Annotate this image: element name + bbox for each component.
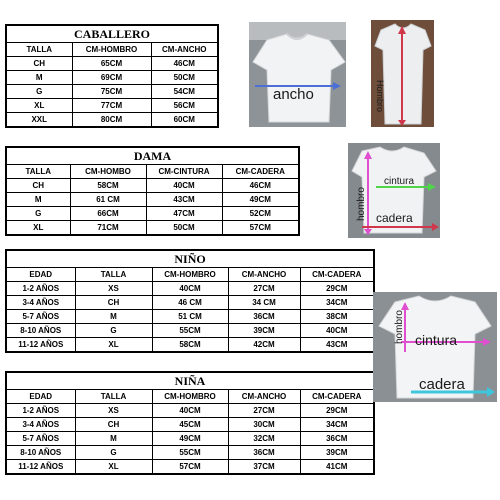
column-header: CM-CINTURA — [146, 165, 222, 179]
table-cell: 37CM — [228, 460, 300, 475]
table-cell: 8-10 AÑOS — [6, 324, 75, 338]
table-cell: 34 CM — [228, 296, 300, 310]
table-cell: 71CM — [70, 221, 146, 236]
table-cell: 34CM — [300, 296, 374, 310]
table-cell: M — [6, 193, 70, 207]
table-cell: G — [6, 85, 72, 99]
table-row — [6, 71, 218, 85]
kids-shirt-photo — [373, 292, 497, 402]
caballero-side-shirt-photo — [371, 20, 434, 127]
table-cell: 32CM — [228, 432, 300, 446]
table-cell: 50CM — [146, 221, 222, 236]
table-row — [6, 221, 299, 236]
dama-shirt-photo — [348, 143, 440, 238]
table-cell: 5-7 AÑOS — [6, 432, 75, 446]
table-cell: 49CM — [152, 432, 228, 446]
table-cell: G — [6, 207, 70, 221]
dama-size-table — [5, 146, 300, 236]
table-cell: 39CM — [228, 324, 300, 338]
table-cell: G — [75, 446, 152, 460]
table-row — [6, 99, 218, 113]
table-cell: 3-4 AÑOS — [6, 418, 75, 432]
table-cell: 46CM — [151, 57, 218, 71]
table-cell: 58CM — [152, 338, 228, 353]
table-row — [6, 207, 299, 221]
table-cell: 29CM — [300, 404, 374, 418]
table-cell: 8-10 AÑOS — [6, 446, 75, 460]
table-row — [6, 460, 374, 475]
table-cell: 55CM — [152, 324, 228, 338]
table-cell: 29CM — [300, 282, 374, 296]
caballero-size-table — [5, 24, 219, 128]
table-cell: 1-2 AÑOS — [6, 404, 75, 418]
hombro-label: Hombro — [375, 80, 385, 113]
table-cell: 56CM — [151, 99, 218, 113]
table-cell: 40CM — [300, 324, 374, 338]
table-cell: 1-2 AÑOS — [6, 282, 75, 296]
table-cell: 3-4 AÑOS — [6, 296, 75, 310]
table-cell: 66CM — [70, 207, 146, 221]
table-cell: G — [75, 324, 152, 338]
column-header: CM-ANCHO — [228, 390, 300, 404]
table-cell: 80CM — [72, 113, 151, 128]
kids-cintura-label: cintura — [415, 332, 458, 348]
column-header: CM-HOMBRO — [152, 390, 228, 404]
column-header: CM-CADERA — [300, 268, 374, 282]
table-row — [6, 404, 374, 418]
kids-hombro-label: hombro — [394, 310, 405, 344]
table-cell: CH — [75, 296, 152, 310]
table-row — [6, 193, 299, 207]
table-cell: 11-12 AÑOS — [6, 338, 75, 353]
table-cell: CH — [6, 57, 72, 71]
column-header: CM-HOMBRO — [152, 268, 228, 282]
nino-size-table — [5, 249, 375, 353]
table-cell: 30CM — [228, 418, 300, 432]
table-cell: 49CM — [222, 193, 299, 207]
table-cell: 60CM — [151, 113, 218, 128]
table-cell: 40CM — [146, 179, 222, 193]
table-header-row — [6, 165, 299, 179]
table-cell: 58CM — [70, 179, 146, 193]
table-cell: M — [75, 432, 152, 446]
table-cell: CH — [6, 179, 70, 193]
table-row — [6, 85, 218, 99]
table-cell: 55CM — [152, 446, 228, 460]
column-header: TALLA — [75, 268, 152, 282]
table-cell: 5-7 AÑOS — [6, 310, 75, 324]
table-header-row — [6, 390, 374, 404]
table-cell: M — [6, 71, 72, 85]
table-cell: 27CM — [228, 404, 300, 418]
table-row — [6, 282, 374, 296]
table-cell: 52CM — [222, 207, 299, 221]
table-cell: XXL — [6, 113, 72, 128]
dama-cadera-label: cadera — [376, 211, 413, 225]
column-header: TALLA — [6, 43, 72, 57]
ancho-label: ancho — [273, 86, 314, 103]
table-cell: 43CM — [300, 338, 374, 353]
table-cell: 34CM — [300, 418, 374, 432]
table-row — [6, 310, 374, 324]
table-cell: 57CM — [222, 221, 299, 236]
table-cell: XS — [75, 404, 152, 418]
table-cell: 40CM — [152, 404, 228, 418]
column-header: CM-ANCHO — [151, 43, 218, 57]
kids-cadera-label: cadera — [419, 376, 465, 393]
nina-title: NIÑA — [6, 372, 374, 390]
table-cell: 61 CM — [70, 193, 146, 207]
table-cell: XL — [75, 338, 152, 353]
table-cell: 51 CM — [152, 310, 228, 324]
table-cell: 45CM — [152, 418, 228, 432]
column-header: EDAD — [6, 390, 75, 404]
table-row — [6, 446, 374, 460]
table-cell: 50CM — [151, 71, 218, 85]
nina-size-table — [5, 371, 375, 475]
table-cell: 75CM — [72, 85, 151, 99]
table-cell: 47CM — [146, 207, 222, 221]
table-cell: 69CM — [72, 71, 151, 85]
nino-title: NIÑO — [6, 250, 374, 268]
column-header: CM-CADERA — [300, 390, 374, 404]
table-cell: 38CM — [300, 310, 374, 324]
table-row — [6, 179, 299, 193]
dama-hombro-label: hombro — [356, 187, 367, 221]
table-cell: 36CM — [300, 432, 374, 446]
table-row — [6, 432, 374, 446]
table-row — [6, 324, 374, 338]
table-row — [6, 418, 374, 432]
table-cell: 36CM — [228, 310, 300, 324]
column-header: TALLA — [75, 390, 152, 404]
table-cell: 46CM — [222, 179, 299, 193]
table-header-row — [6, 43, 218, 57]
caballero-front-shirt-photo — [249, 22, 346, 127]
column-header: TALLA — [6, 165, 70, 179]
dama-cintura-label: cintura — [384, 176, 415, 187]
column-header: CM-HOMBRO — [72, 43, 151, 57]
table-cell: 27CM — [228, 282, 300, 296]
column-header: CM-CADERA — [222, 165, 299, 179]
table-cell: XS — [75, 282, 152, 296]
table-cell: 46 CM — [152, 296, 228, 310]
table-row — [6, 296, 374, 310]
column-header: EDAD — [6, 268, 75, 282]
table-cell: 11-12 AÑOS — [6, 460, 75, 475]
table-row — [6, 57, 218, 71]
column-header: CM-ANCHO — [228, 268, 300, 282]
table-cell: 77CM — [72, 99, 151, 113]
table-cell: 54CM — [151, 85, 218, 99]
table-cell: 57CM — [152, 460, 228, 475]
table-cell: 36CM — [228, 446, 300, 460]
table-cell: XL — [6, 99, 72, 113]
dama-title: DAMA — [6, 147, 299, 165]
table-cell: 43CM — [146, 193, 222, 207]
table-cell: 40CM — [152, 282, 228, 296]
table-cell: 65CM — [72, 57, 151, 71]
table-row — [6, 338, 374, 353]
table-header-row — [6, 268, 374, 282]
ancho-arrow — [249, 22, 346, 127]
table-cell: CH — [75, 418, 152, 432]
caballero-title: CABALLERO — [6, 25, 218, 43]
table-cell: 42CM — [228, 338, 300, 353]
table-cell: M — [75, 310, 152, 324]
table-cell: XL — [75, 460, 152, 475]
table-cell: 41CM — [300, 460, 374, 475]
table-row — [6, 113, 218, 128]
column-header: CM-HOMBO — [70, 165, 146, 179]
table-cell: 39CM — [300, 446, 374, 460]
table-cell: XL — [6, 221, 70, 236]
